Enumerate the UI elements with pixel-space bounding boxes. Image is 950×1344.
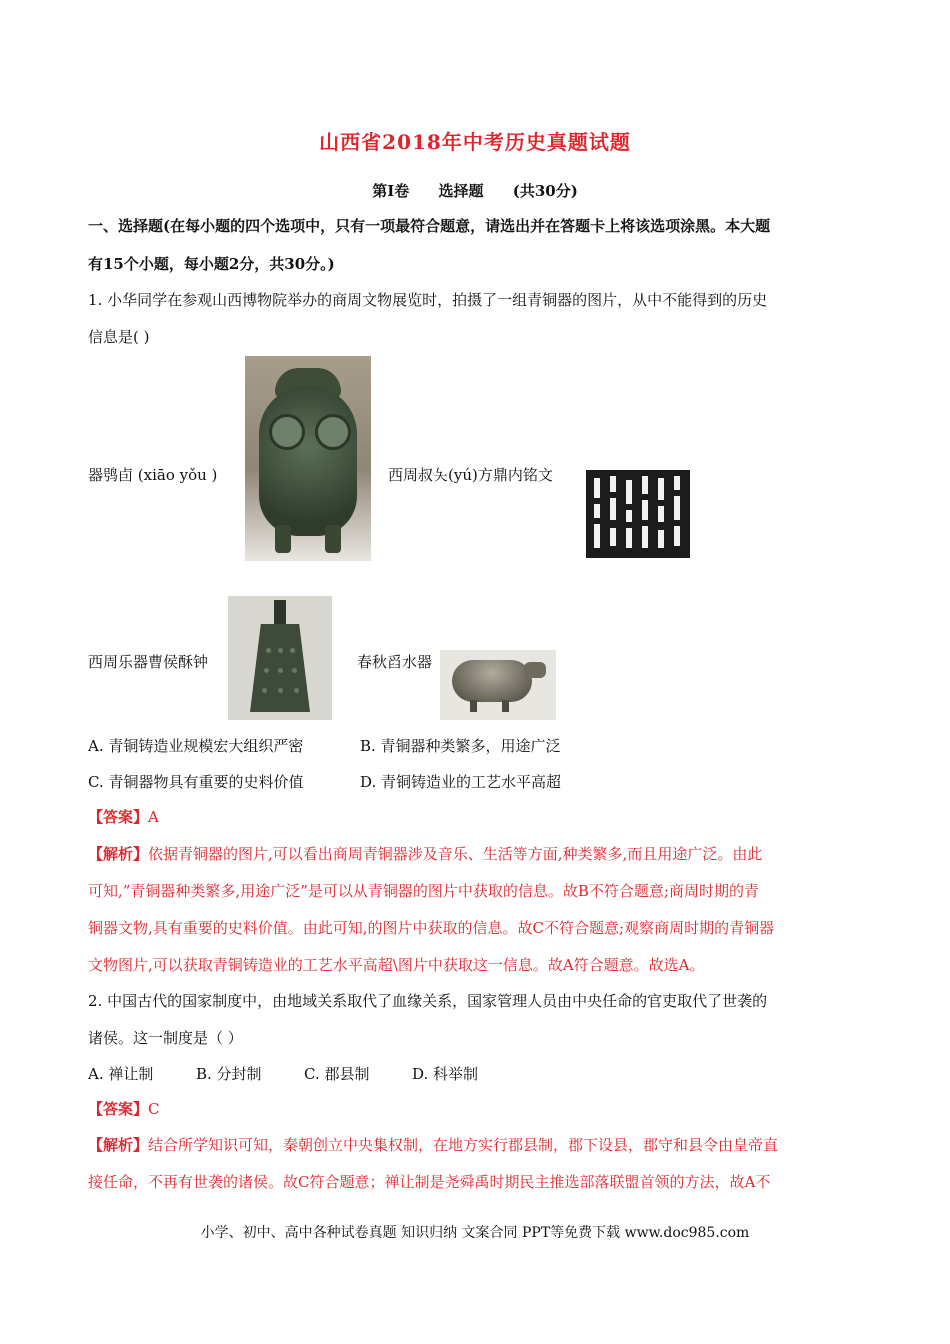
q2-option-a: A. 禅让制: [88, 1065, 154, 1083]
q1-answer-tag: 【答案】: [88, 808, 149, 826]
q2-option-b: B. 分封制: [196, 1065, 262, 1083]
q1-option-b: B. 青铜器种类繁多，用途广泛: [360, 737, 561, 755]
q1-option-a: A. 青铜铸造业规模宏大组织严密: [88, 737, 304, 755]
section-subtitle: [0, 180, 950, 201]
q1-analysis-tag: 【解析】: [88, 845, 149, 863]
q1-stem-line-1: 1. 小华同学在参观山西博物院举办的商周文物展览时，拍摄了一组青铜器的图片，从中不能得到的历史: [88, 291, 768, 309]
q1-answer: [88, 806, 868, 828]
bronze-bell-image: [228, 596, 332, 720]
q2-analysis-line-2: 接任命，不再有世袭的诸侯。故C符合题意；禅让制是尧舜禹时期民主推选部落联盟首领的方法，故A不: [88, 1173, 771, 1191]
q1-analysis-text-1: 依据青铜器的图片,可以看出商周青铜器涉及音乐、生活等方面,种类繁多,而且用途广泛。由此: [148, 845, 763, 863]
q1-answer-value: A: [148, 808, 159, 826]
q1-option-d: D. 青铜铸造业的工艺水平高超: [360, 773, 562, 791]
q1-options-row-2: [88, 771, 868, 793]
instructions-line-2: 有15个小题，每小题2分，共30分。): [88, 255, 335, 273]
q1-analysis-line-1: [88, 843, 868, 865]
q2-answer-value: C: [148, 1100, 160, 1118]
q2-options-row: [88, 1063, 868, 1085]
q2-option-d: D. 科举制: [412, 1065, 479, 1083]
q1-stem-line-2: 信息是( ): [88, 328, 150, 346]
caption-ladle-vessel: 春秋舀水器: [357, 653, 433, 671]
q1-analysis-line-2: 可知,”青铜器种类繁多,用途广泛”是可以从青铜器的图片中获取的信息。故B不符合题意;商周时期的青: [88, 882, 759, 900]
q1-options-row-1: [88, 735, 868, 757]
inscription-rubbing-image: [586, 470, 690, 558]
page-footer: 小学、初中、高中各种试卷真题 知识归纳 文案合同 PPT等免费下载 www.doc985.com: [200, 1225, 750, 1241]
subtitle-score: (共30分): [512, 182, 578, 200]
q2-option-c: C. 郡县制: [304, 1065, 370, 1083]
q1-analysis-line-4: 文物图片,可以获取青铜铸造业的工艺水平高超\图片中获取这一信息。故A符合题意。故选A。: [88, 956, 705, 974]
owl-bronze-image: [245, 356, 371, 561]
caption-inscription: 西周叔夨(yú)方鼎内铭文: [388, 466, 553, 484]
q2-analysis-tag: 【解析】: [88, 1136, 149, 1154]
q2-stem-line-2: 诸侯。这一制度是（ ）: [88, 1029, 243, 1047]
q1-analysis-line-3: 铜器文物,具有重要的史料价值。由此可知,的图片中获取的信息。故C不符合题意;观察商周时期的青铜器: [88, 919, 775, 937]
subtitle-section: 选择题: [438, 182, 484, 200]
caption-bell: 西周乐器曹侯酥钟: [88, 653, 209, 671]
water-ladle-vessel-image: [440, 650, 556, 720]
q2-stem-line-1: 2. 中国古代的国家制度中，由地域关系取代了血缘关系，国家管理人员由中央任命的官吏取代了世袭的: [88, 992, 768, 1010]
q2-analysis-line-1: [88, 1134, 868, 1156]
page-title: 山西省2018年中考历史真题试题: [319, 130, 631, 154]
q1-option-c: C. 青铜器物具有重要的史料价值: [88, 773, 304, 791]
subtitle-part: 第I卷: [372, 182, 410, 200]
instructions-line-1: 一、选择题(在每小题的四个选项中，只有一项最符合题意，请选出并在答题卡上将该选项涂黑。本大题: [88, 217, 771, 235]
q2-answer: [88, 1098, 868, 1120]
q2-analysis-text-1: 结合所学知识可知，秦朝创立中央集权制，在地方实行郡县制，郡下设县，郡守和县令由皇帝直: [148, 1136, 779, 1154]
q2-answer-tag: 【答案】: [88, 1100, 149, 1118]
caption-owl-vessel: 器鸮卣 (xiāo yǒu ): [88, 466, 218, 484]
